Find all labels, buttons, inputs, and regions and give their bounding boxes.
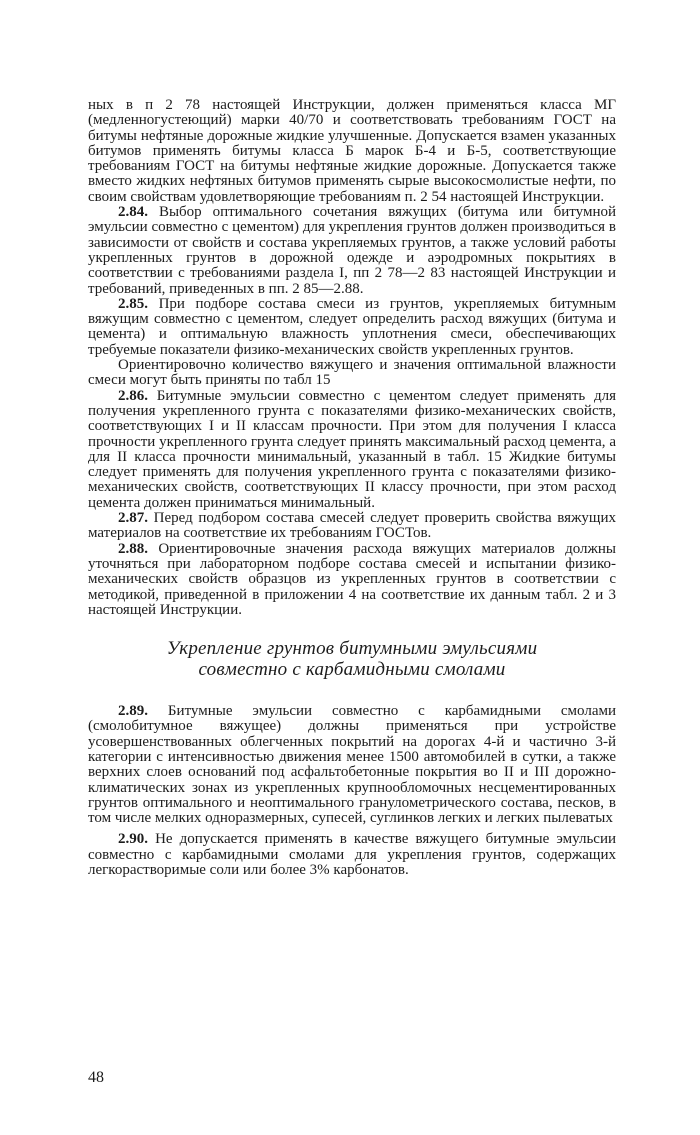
paragraph-number: 2.87.	[118, 510, 148, 527]
paragraph-number: 2.85.	[118, 295, 148, 312]
paragraph-2-84	[88, 205, 616, 297]
paragraph-text: Выбор оптимального сочетания вяжущих (битума или битумной эмульсии совместно с цементом) для укрепления грунтов должен производиться в зависимости от свойств и состава укрепляемых грунтов, а также условий работы укрепленных грунтов в дорожной одежде и аэродромных покрытиях в соответствии с требованиями раздела I, пп 2 78—2 83 настоящей Инструкции и требований, приведенных в пп. 2 85—2.88.	[88, 204, 616, 297]
page-number: 48	[88, 1069, 104, 1086]
section-heading	[88, 638, 616, 680]
paragraph-text: ных в п 2 78 настоящей Инструкции, должен применяться класса МГ (медленногустеющий) марки 40/70 и соответствовать требованиям ГОСТ на битумы нефтяные дорожные жидкие улучшенные. Допускается взамен указанных битумов применять битумы класса Б марок Б-4 и Б-5, соответствующие требованиям ГОСТ на битумы нефтяные жидкие дорожные. Допускается также вместо жидких нефтяных битумов применять сырые высокосмолистые нефти, по своим свойствам удовлетворяющие требованиям п. 2 54 настоящей Инструкции.	[88, 97, 616, 205]
paragraph-text: Не допускается применять в качестве вяжущего битумные эмульсии совместно с карбамидными смолами для укрепления грунтов, содержащих легкорастворимые соли или более 3% карбонатов.	[88, 831, 616, 879]
paragraph-text: При подборе состава смеси из грунтов, укрепляемых битумным вяжущим совместно с цементом, следует определить расход вяжущих (битума и цемента) и оптимальную влажность уплотнения смеси, обеспечивающих требуемые показатели физико-механических свойств укрепленных грунтов.	[88, 295, 616, 358]
paragraph-2-85	[88, 297, 616, 358]
paragraph-2-86	[88, 389, 616, 511]
paragraph-2-89	[88, 704, 616, 826]
paragraph-number: 2.86.	[118, 387, 148, 404]
paragraph-text: Ориентировочные значения расхода вяжущих материалов должны уточняться при лабораторном подборе состава смесей и испытании физико-механических свойств образцов из укрепленных грунтов в соответствии с методикой, приведенной в приложении 4 на соответствие их данным табл. 2 и 3 настоящей Инструкции.	[88, 540, 617, 618]
paragraph-2-90	[88, 832, 616, 878]
paragraph-number: 2.88.	[118, 540, 148, 557]
paragraph-number: 2.89.	[118, 703, 148, 720]
paragraph-number: 2.84.	[118, 204, 148, 221]
paragraph-text: Битумные эмульсии совместно с цементом следует применять для получения укрепленного грунта с показателями физико-механических свойств, соответствующих I и II классам прочности. При этом для получения I класса прочности укрепленного грунта следует принять максимальный расход цемента, а для II класса прочности минимальный, указанный в табл. 15 Жидкие битумы следует применять для получения укрепленного грунта с показателями физико-механических свойств, соответствующих II классу прочности, при этом расход цемента должен приниматься минимальный.	[88, 387, 617, 511]
section-heading-line-1: Укрепление грунтов битумными эмульсиями	[166, 638, 538, 660]
paragraph-text: Битумные эмульсии совместно с карбамидными смолами (смолобитумное вяжущее) должны применяться при устройстве усовершенствованных облегченных покрытий на дорогах 4-й и частично 3-й категории с интенсивностью движения менее 1500 автомобилей в сутки, а также верхних слоев оснований под асфальтобетонные покрытия во II и III дорожно-климатических зонах из укрепленных крупнообломочных несцементированных грунтов оптимального и неоптимального гранулометрического состава, песков, в том числе мелких одноразмерных, супесей, суглинков легких и легких пылеватых	[88, 703, 617, 827]
paragraph-text: Перед подбором состава смесей следует проверить свойства вяжущих материалов на соответствие их требованиям ГОСТов.	[88, 510, 617, 542]
page-body	[88, 98, 616, 878]
paragraph-number: 2.90.	[118, 831, 148, 848]
paragraph-text: Ориентировочно количество вяжущего и значения оптимальной влажности смеси могут быть приняты по табл 15	[88, 357, 616, 389]
paragraph-2-87	[88, 511, 616, 542]
paragraph-continuation	[88, 98, 616, 205]
paragraph-2-85-note	[88, 358, 616, 389]
section-heading-line-2: совместно с карбамидными смолами	[198, 659, 506, 681]
paragraph-2-88	[88, 542, 616, 618]
